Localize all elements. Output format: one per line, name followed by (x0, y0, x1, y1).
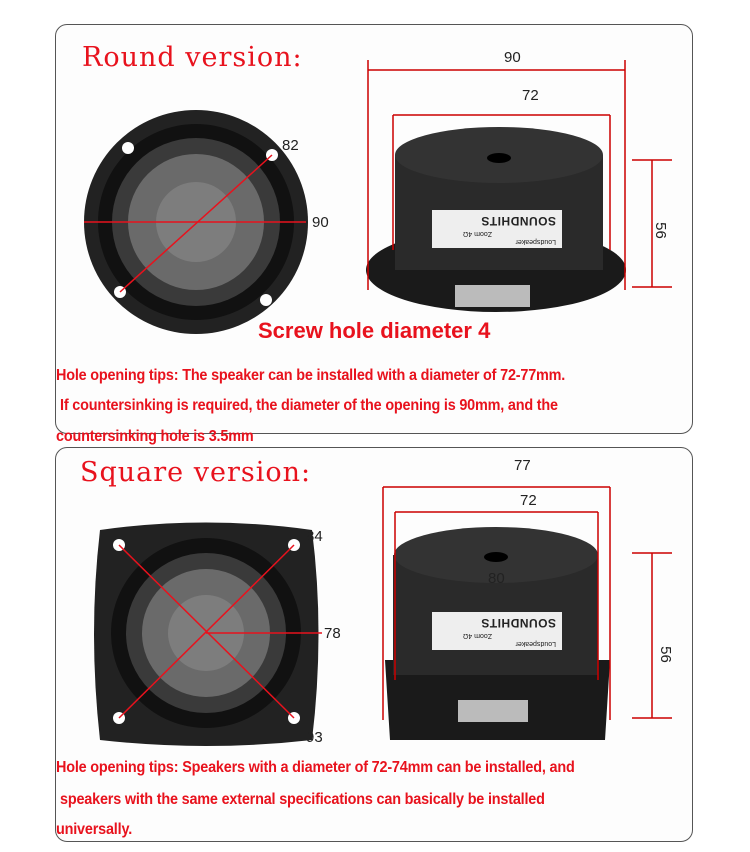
label-line2: Loudspeaker (515, 640, 556, 647)
square-height-dim: 56 (656, 646, 674, 663)
square-inner-dim: 72 (520, 492, 537, 509)
round-inner-dim: 72 (522, 87, 539, 104)
round-outer-dim: 90 (504, 49, 521, 66)
round-product-label (432, 210, 562, 248)
label-brand: SOUNDHITS (480, 616, 556, 630)
round-tip-3: countersinking hole is 3.5mm (56, 428, 254, 445)
label-brand: SOUNDHITS (480, 214, 556, 228)
round-front-dim: 90 (312, 214, 329, 231)
label-line2: Loudspeaker (515, 238, 556, 245)
square-tip-3: universally. (56, 821, 133, 838)
round-height-dim: 56 (651, 222, 669, 239)
round-tip-2: If countersinking is required, the diameter of the opening is 90mm, and the (60, 397, 558, 414)
square-outer-dim: 77 (514, 457, 531, 474)
round-hole-dim: 82 (282, 137, 299, 154)
square-version-title: Square version: (80, 457, 312, 488)
square-product-label (432, 612, 562, 650)
square-front-dim: 78 (324, 625, 341, 642)
label-line1: Zoom 4Ω (463, 230, 492, 237)
square-tip-2: speakers with the same external specifications can basically be installed (60, 791, 545, 808)
round-speaker-side (366, 60, 672, 312)
round-version-title: Round version: (82, 42, 303, 73)
square-body-dim: 80 (488, 570, 505, 587)
square-tip-1: Hole opening tips: Speakers with a diameter of 72-74mm can be installed, and (56, 759, 575, 776)
square-hole-bottom-dim: 93 (306, 729, 323, 746)
square-hole-top-dim: 84 (306, 528, 323, 545)
screw-hole-label: Screw hole diameter 4 (258, 318, 491, 343)
square-speaker-front (94, 523, 322, 747)
label-line1: Zoom 4Ω (463, 632, 492, 639)
round-speaker-front (84, 110, 308, 334)
round-tip-1: Hole opening tips: The speaker can be installed with a diameter of 72-77mm. (56, 367, 566, 384)
